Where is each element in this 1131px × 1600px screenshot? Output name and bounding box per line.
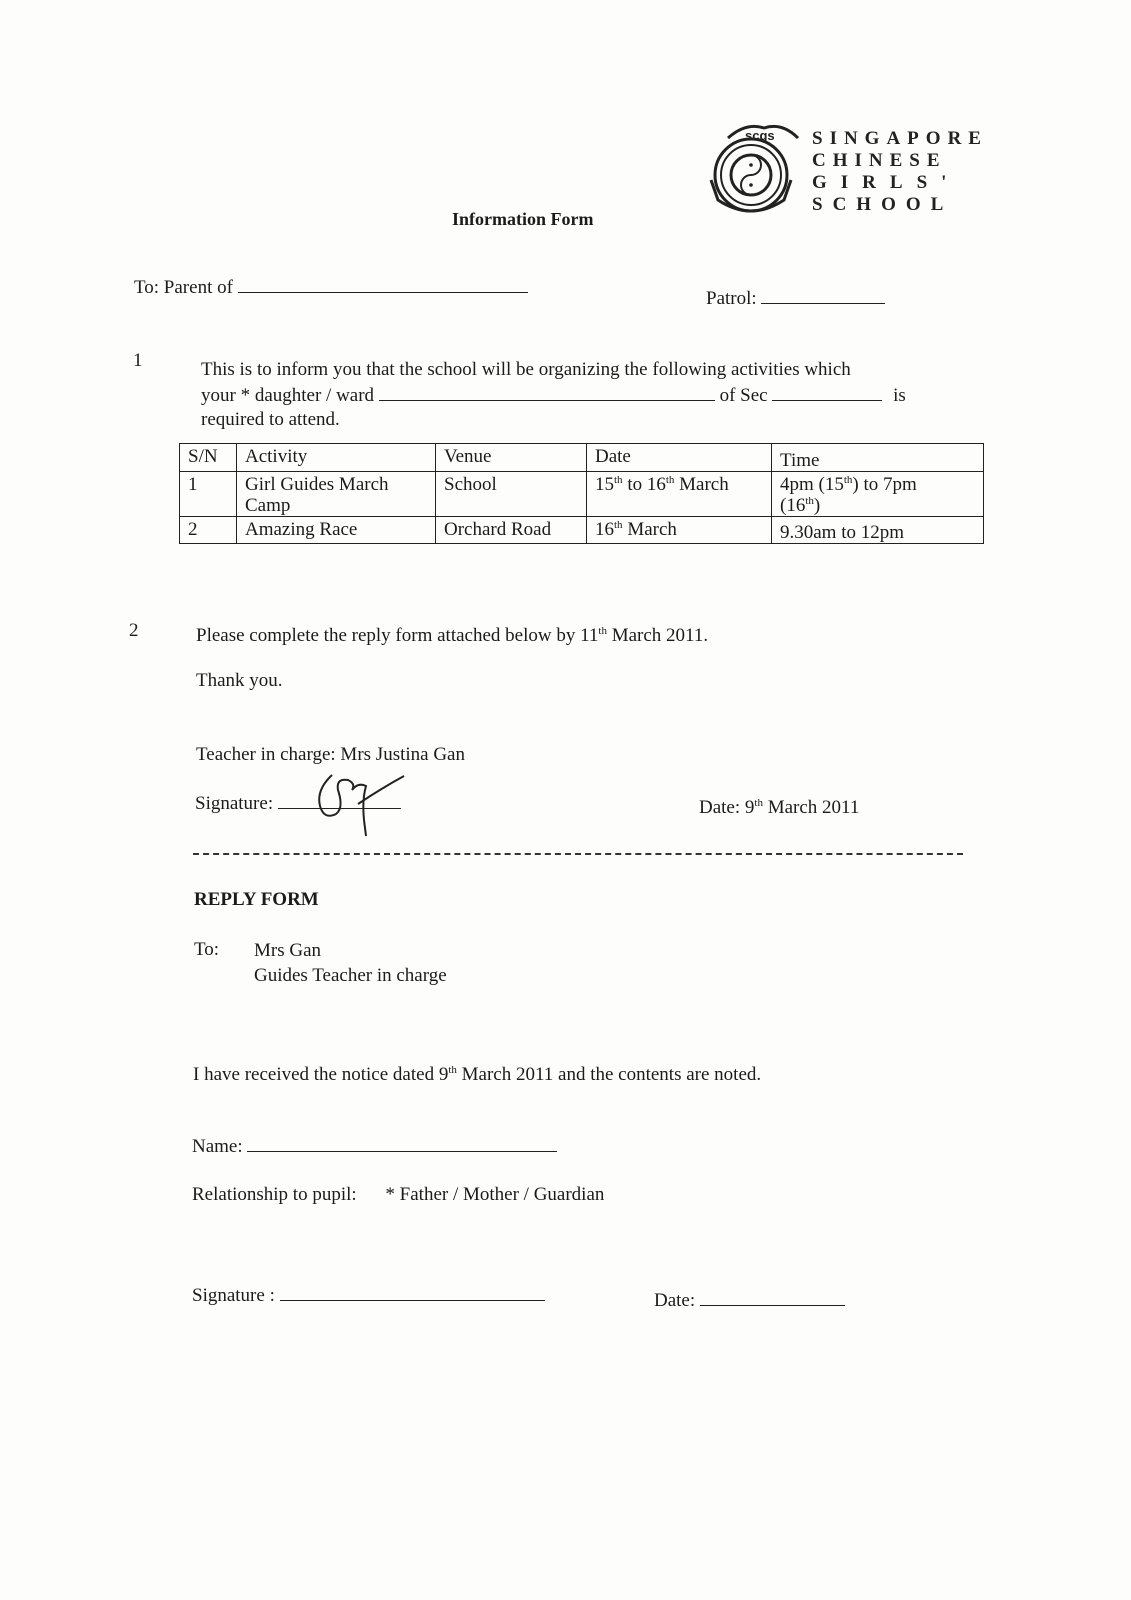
- parent-name-field[interactable]: [238, 274, 528, 293]
- item2-text-a: Please complete the reply form attached below by 11: [196, 625, 599, 646]
- relationship-row: [192, 1184, 604, 1206]
- ack-text-b: March 2011 and the contents are noted.: [456, 1064, 762, 1085]
- svg-text:scgs: scgs: [745, 128, 775, 143]
- school-name-line: CHINESE: [812, 150, 947, 171]
- header-cell: Date: [587, 444, 772, 472]
- cell-venue: School: [436, 472, 587, 517]
- item2-number: 2: [129, 620, 139, 641]
- cell-sn: 2: [180, 517, 237, 544]
- header-cell: Venue: [436, 444, 587, 472]
- item1-number: 1: [133, 350, 143, 371]
- item2-text: [196, 625, 708, 647]
- teacher-date-rest: March 2011: [762, 797, 860, 818]
- teacher-signature-label: Signature:: [195, 793, 274, 814]
- table-row: [180, 472, 984, 517]
- table-header-row: [180, 444, 984, 472]
- cell-venue: Orchard Road: [436, 517, 587, 544]
- item1-sec-label: of Sec: [719, 385, 768, 406]
- form-title: Information Form: [452, 209, 594, 229]
- item2-sup: th: [598, 625, 607, 637]
- sec-field[interactable]: [772, 382, 882, 401]
- item1-is-label: is: [893, 385, 906, 406]
- cell-time: 4pm (15th) to 7pm (16th): [772, 472, 984, 517]
- cell-sn: 1: [180, 472, 237, 517]
- relationship-options[interactable]: * Father / Mother / Guardian: [385, 1184, 605, 1205]
- reply-date-field[interactable]: [700, 1287, 845, 1306]
- patrol-row: [706, 285, 885, 310]
- item1-paragraph: [201, 358, 906, 432]
- reply-to-role: Guides Teacher in charge: [254, 965, 447, 986]
- header-cell: Time: [772, 444, 984, 472]
- school-name-line: SINGAPORE: [812, 128, 988, 149]
- reply-signature-row: [192, 1282, 545, 1307]
- reply-form-title: REPLY FORM: [194, 889, 319, 910]
- cell-date: 15th to 16th March: [587, 472, 772, 517]
- reply-date-label: Date:: [654, 1290, 696, 1311]
- cell-time: 9.30am to 12pm: [772, 517, 984, 544]
- to-parent-label: To: Parent of: [134, 277, 233, 298]
- cell-activity: Girl Guides March Camp: [237, 472, 436, 517]
- patrol-label: Patrol:: [706, 288, 757, 309]
- ack-sup: th: [448, 1064, 457, 1076]
- school-name: [812, 128, 988, 216]
- reply-name-label: Name:: [192, 1136, 243, 1157]
- school-name-line: SCHOOL: [812, 194, 954, 215]
- patrol-field[interactable]: [761, 285, 885, 304]
- reply-signature-field[interactable]: [280, 1282, 545, 1301]
- reply-signature-label: Signature :: [192, 1285, 275, 1306]
- teacher-date-label: Date: 9: [699, 797, 755, 818]
- reply-name-field[interactable]: [247, 1133, 557, 1152]
- header-cell: Activity: [237, 444, 436, 472]
- to-parent-row: [134, 274, 528, 299]
- item1-line2: [201, 382, 906, 408]
- activities-table: [179, 443, 984, 544]
- cut-line-divider: [193, 853, 963, 855]
- cell-date: 16th March: [587, 517, 772, 544]
- ward-name-field[interactable]: [379, 382, 715, 401]
- item1-line1: This is to inform you that the school will be organizing the following activities which: [201, 359, 851, 380]
- reply-name-row: [192, 1133, 557, 1158]
- item1-line3: required to attend.: [201, 409, 340, 430]
- school-crest-icon: [706, 120, 816, 220]
- teacher-in-charge: Teacher in charge: Mrs Justina Gan: [196, 744, 465, 765]
- thank-you: Thank you.: [196, 670, 283, 691]
- table-row: [180, 517, 984, 544]
- acknowledgement-text: [193, 1064, 761, 1086]
- teacher-date-sup: th: [754, 797, 763, 809]
- reply-date-row: [654, 1287, 845, 1312]
- teacher-date: [699, 797, 859, 819]
- item1-ward-label: your * daughter / ward: [201, 385, 375, 406]
- school-name-line: GIRLS': [812, 172, 961, 193]
- school-logo: [706, 120, 816, 220]
- cell-activity: Amazing Race: [237, 517, 436, 544]
- header-cell: S/N: [180, 444, 237, 472]
- reply-to-label: To:: [194, 939, 220, 960]
- item2-text-b: March 2011.: [606, 625, 709, 646]
- ack-text-a: I have received the notice dated 9: [193, 1064, 449, 1085]
- reply-to-name: Mrs Gan: [254, 940, 322, 961]
- handwritten-signature-icon: [312, 770, 412, 840]
- relationship-label: Relationship to pupil:: [192, 1184, 357, 1205]
